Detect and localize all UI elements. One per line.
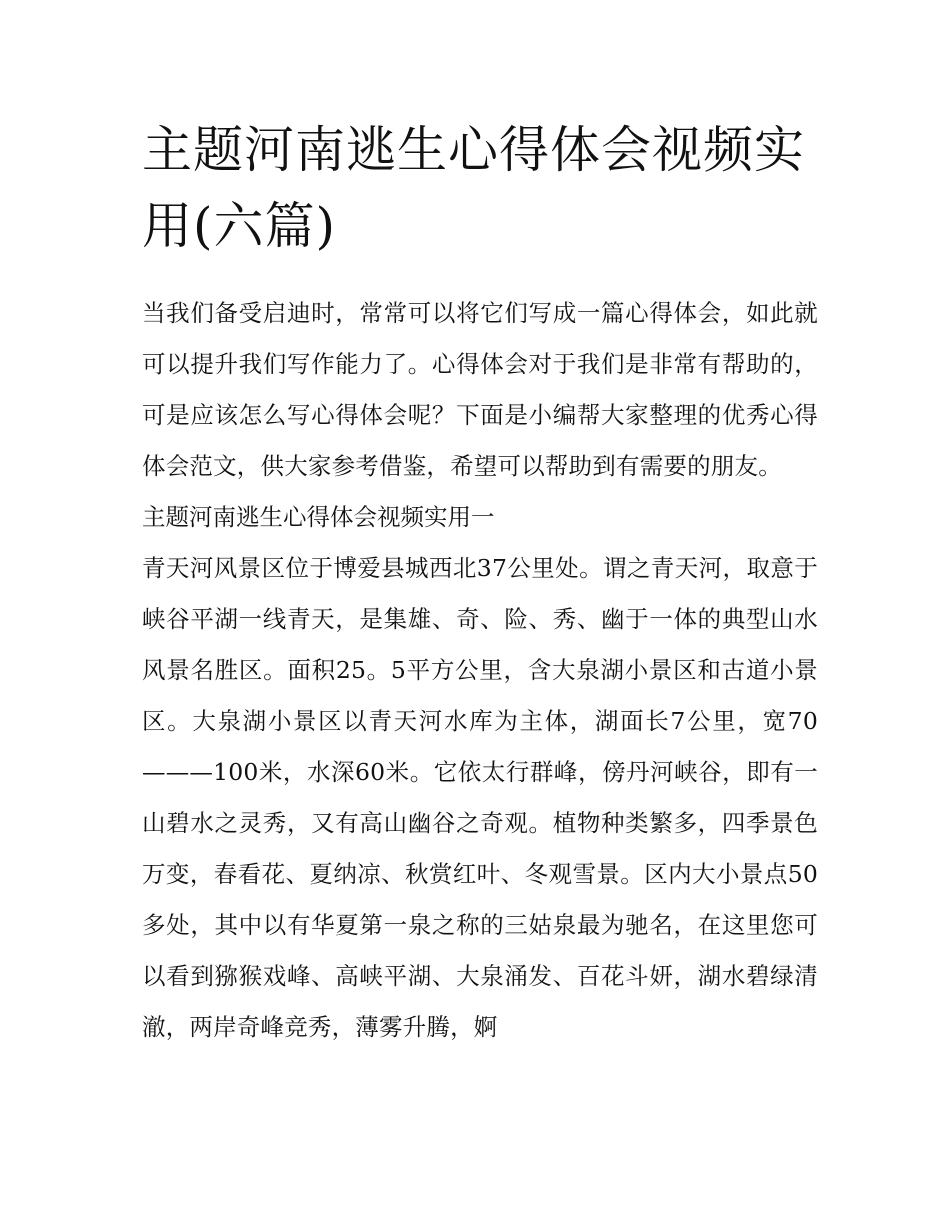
body-paragraph: 青天河风景区位于博爱县城西北37公里处。谓之青天河，取意于峡谷平湖一线青天，是集雄、奇、险、秀、幽于一体的典型山水风景名胜区。面积25。5平方公里，含大泉湖小景区和古道小景区。大泉湖小景区以青天河水库为主体，湖面长7公里，宽70———100米，水深60米。它依太行群峰，傍丹河峡谷，即有一山碧水之灵秀，又有高山幽谷之奇观。植物种类繁多，四季景色万变，春看花、夏纳凉、秋赏红叶、冬观雪景。区内大小景点50多处，其中以有华夏第一泉之称的三姑泉最为驰名，在这里您可以看到猕猴戏峰、高峡平湖、大泉涌发、百花斗妍，湖水碧绿清澈，两岸奇峰竞秀，薄雾升腾，婀 xyxy=(142,554,818,1041)
document-page xyxy=(142,112,818,1053)
section-heading: 主题河南逃生心得体会视频实用一 xyxy=(142,503,495,531)
document-title: 主题河南逃生心得体会视频实用(六篇) xyxy=(142,121,805,255)
intro-paragraph: 当我们备受启迪时，常常可以将它们写成一篇心得体会，如此就可以提升我们写作能力了。心得体会对于我们是非常有帮助的，可是应该怎么写心得体会呢？下面是小编帮大家整理的优秀心得体会范文，供大家参考借鉴，希望可以帮助到有需要的朋友。 xyxy=(142,299,818,480)
